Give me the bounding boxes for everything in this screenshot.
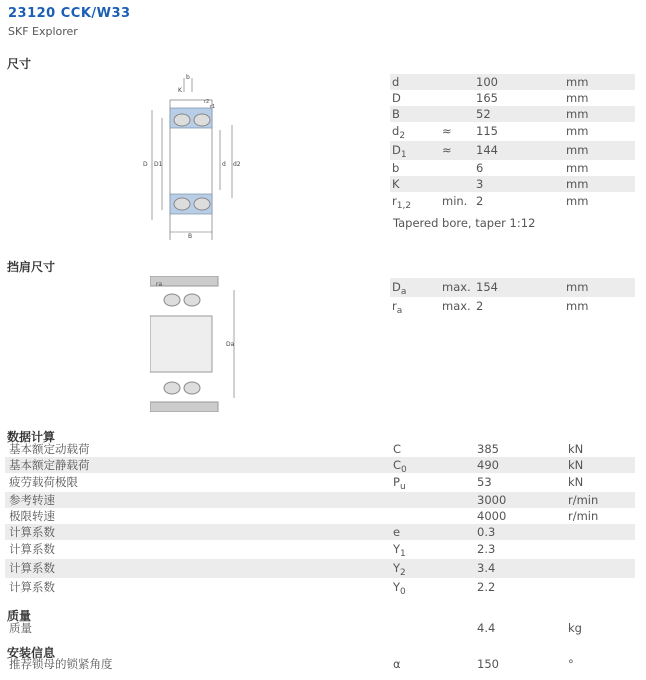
unit: mm <box>566 177 589 191</box>
unit: mm <box>566 91 589 105</box>
row-label: 计算系数 <box>9 561 55 575</box>
value: 115 <box>476 124 498 138</box>
row-label: 极限转速 <box>9 509 55 523</box>
calc-row <box>5 457 635 473</box>
spec-row <box>390 192 635 211</box>
symbol: $Y_2$ <box>393 561 406 578</box>
value: 3000 <box>477 493 507 507</box>
value: 52 <box>476 107 491 121</box>
symbol: $r_{1,2}$ <box>392 194 412 211</box>
row-label: 基本额定静载荷 <box>9 458 90 472</box>
label-b: b <box>186 74 190 81</box>
symbol: α <box>393 657 401 671</box>
label-d: d <box>222 161 226 168</box>
symbol: C <box>393 442 402 456</box>
row-label: 基本额定动载荷 <box>9 442 90 456</box>
label-D: D <box>143 161 148 168</box>
label-K: K <box>178 87 182 94</box>
symbol-subscript: 1 <box>400 549 406 559</box>
value: 154 <box>476 280 498 294</box>
symbol-subscript: 0 <box>401 465 407 475</box>
symbol: D <box>392 91 401 105</box>
spec-row <box>390 176 635 192</box>
spec-row <box>390 90 635 106</box>
label-D1: D1 <box>154 161 163 168</box>
label-d2: d2 <box>233 161 241 168</box>
symbol: e <box>393 525 401 539</box>
unit: kN <box>568 458 584 472</box>
symbol-subscript: u <box>399 482 406 492</box>
qualifier: ≈ <box>442 143 452 157</box>
mounting-table <box>5 656 635 672</box>
symbol-subscript: a <box>400 287 407 297</box>
symbol-subscript: 1,2 <box>396 201 412 211</box>
calc-row <box>5 656 635 672</box>
symbol: K <box>392 177 400 191</box>
abutment-heading: 挡肩尺寸 <box>7 260 56 274</box>
symbol: $P_u$ <box>393 475 406 492</box>
symbol-subscript: a <box>396 306 403 316</box>
unit: mm <box>566 161 589 175</box>
calc-row <box>5 559 635 578</box>
spec-row <box>390 141 635 160</box>
product-title: 23120 CCK/W33 <box>8 6 131 21</box>
unit: kN <box>568 475 584 489</box>
spec-row <box>390 74 635 90</box>
unit: r/min <box>568 493 599 507</box>
calc-row <box>5 492 635 508</box>
spec-row <box>390 122 635 141</box>
value: 2.3 <box>477 542 496 556</box>
symbol-subscript: 1 <box>400 150 407 160</box>
row-label: 参考转速 <box>9 493 55 507</box>
bore-note: Tapered bore, taper 1:12 <box>393 216 536 230</box>
value: 4.4 <box>477 621 496 635</box>
unit: mm <box>566 280 589 294</box>
label-B: B <box>188 233 193 240</box>
value: 2.2 <box>477 580 496 594</box>
unit: mm <box>566 299 589 313</box>
value: 100 <box>476 75 498 89</box>
calc-row <box>5 508 635 524</box>
value: 3 <box>476 177 484 191</box>
symbol: B <box>392 107 400 121</box>
row-label: 计算系数 <box>9 525 55 539</box>
calc-row <box>5 620 635 636</box>
unit: mm <box>566 143 589 157</box>
calc-row <box>5 473 635 492</box>
dimensions-heading: 尺寸 <box>7 57 32 71</box>
spec-row <box>390 106 635 122</box>
value: 385 <box>477 442 499 456</box>
symbol-subscript: 2 <box>399 131 406 141</box>
value: 4000 <box>477 509 507 523</box>
spec-row <box>390 278 635 297</box>
abutment-table <box>390 278 635 316</box>
symbol-subscript: 2 <box>400 568 406 578</box>
product-subtitle: SKF Explorer <box>8 25 78 38</box>
row-label: 疲劳载荷极限 <box>9 475 78 489</box>
abutment-diagram <box>150 276 240 412</box>
symbol: $r_a$ <box>392 299 403 316</box>
value: 2 <box>476 194 484 208</box>
bearing-dimension-diagram <box>140 70 250 240</box>
qualifier: max. <box>442 280 471 294</box>
unit: mm <box>566 124 589 138</box>
value: 490 <box>477 458 499 472</box>
calc-row <box>5 578 635 597</box>
qualifier: ≈ <box>442 124 452 138</box>
value: 0.3 <box>477 525 496 539</box>
value: 144 <box>476 143 498 157</box>
value: 53 <box>477 475 492 489</box>
label-ra: ra <box>156 281 163 288</box>
unit: kN <box>568 442 584 456</box>
symbol: $d_2$ <box>392 124 406 141</box>
spec-row <box>390 297 635 316</box>
value: 3.4 <box>477 561 496 575</box>
symbol: b <box>392 161 400 175</box>
symbol: d <box>392 75 400 89</box>
calc-row <box>5 540 635 559</box>
unit: mm <box>566 107 589 121</box>
calc-heading: 数据计算 <box>7 430 56 444</box>
symbol: $Y_0$ <box>393 580 406 597</box>
symbol: $D_1$ <box>392 143 407 160</box>
symbol: $Y_1$ <box>393 542 406 559</box>
row-label: 计算系数 <box>9 580 55 594</box>
unit: kg <box>568 621 582 635</box>
calc-table <box>5 441 635 597</box>
qualifier: min. <box>442 194 468 208</box>
row-label: 推荐锁母的锁紧角度 <box>9 657 113 671</box>
mass-table <box>5 620 635 636</box>
mounting-heading: 安装信息 <box>7 646 56 660</box>
unit: mm <box>566 75 589 89</box>
value: 6 <box>476 161 484 175</box>
label-Da: Da <box>226 341 235 348</box>
unit: ° <box>568 657 574 671</box>
label-r2: r2 <box>204 99 210 105</box>
mass-heading: 质量 <box>7 609 32 623</box>
symbol-subscript: 0 <box>400 587 406 597</box>
spec-row <box>390 160 635 176</box>
calc-row <box>5 441 635 457</box>
value: 2 <box>476 299 484 313</box>
calc-row <box>5 524 635 540</box>
unit: r/min <box>568 509 599 523</box>
qualifier: max. <box>442 299 471 313</box>
label-r1: r1 <box>210 104 216 110</box>
value: 150 <box>477 657 499 671</box>
row-label: 计算系数 <box>9 542 55 556</box>
symbol: $D_a$ <box>392 280 407 297</box>
value: 165 <box>476 91 498 105</box>
dimensions-table <box>390 74 635 211</box>
symbol: $C_0$ <box>393 458 407 475</box>
unit: mm <box>566 194 589 208</box>
row-label: 质量 <box>9 621 32 635</box>
